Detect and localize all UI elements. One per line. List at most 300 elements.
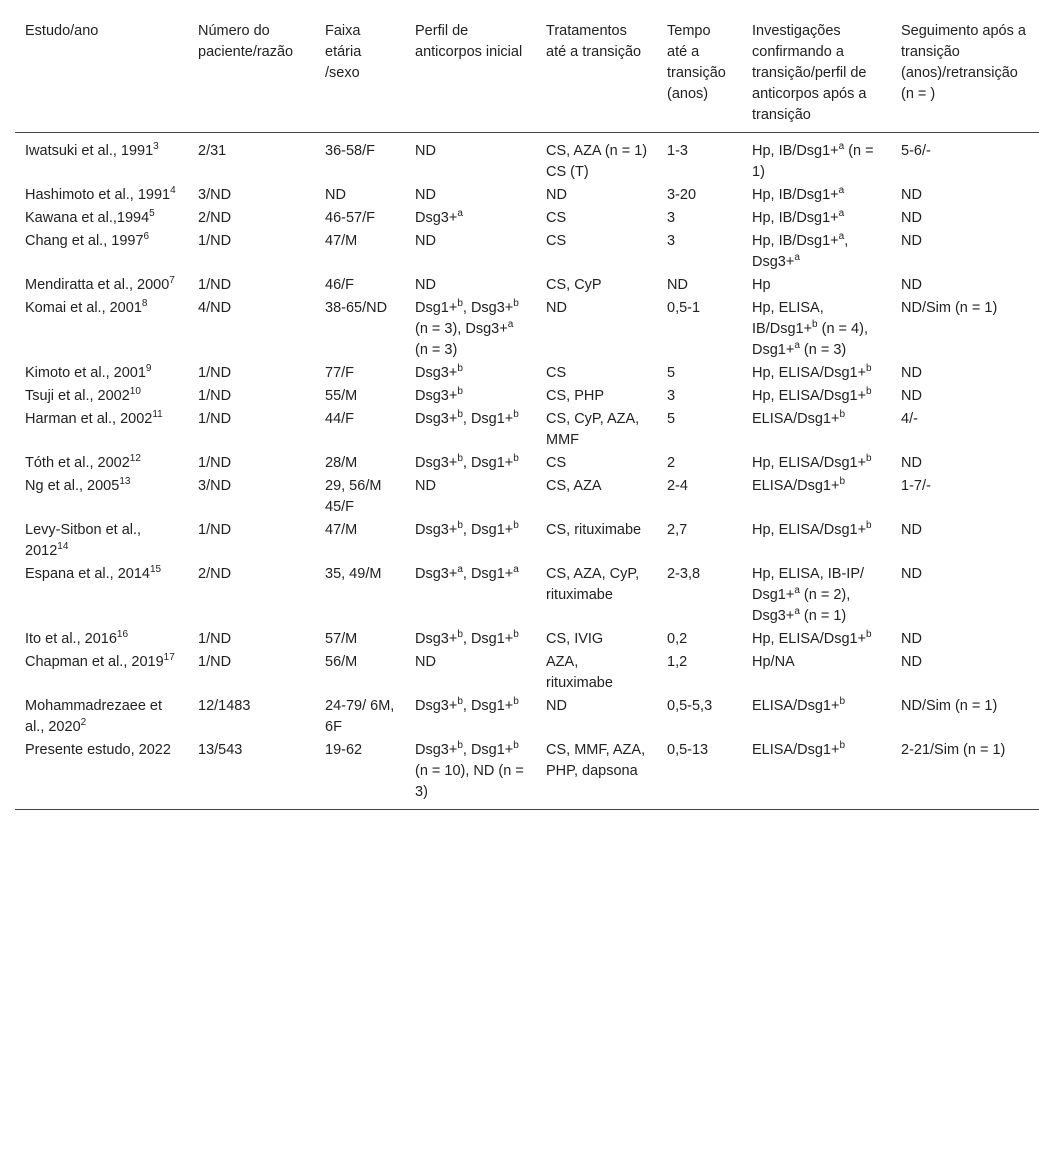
- cell-investigations: [742, 651, 891, 695]
- cell-line: Hp, IB/Dsg1+$^a$: [752, 208, 845, 226]
- cell-line: 5: [667, 411, 676, 427]
- cell-follow-up: [891, 385, 1039, 408]
- cell-line: Kimoto et al., 2001$^9$: [25, 363, 152, 381]
- table-row: [15, 362, 1039, 385]
- cell-follow-up: [891, 297, 1039, 362]
- footnote-marker: 13: [119, 476, 131, 488]
- cell-line: Mohammadrezaee et al., 2020$^2$: [25, 698, 163, 735]
- cell-line: 12/1483: [198, 698, 251, 714]
- cell-line: Dsg3+$^b$, Dsg1+$^b$: [415, 520, 519, 538]
- cell-investigations: [742, 133, 891, 185]
- footnote-marker: b: [866, 629, 872, 641]
- cell-treatments: [536, 695, 657, 739]
- cell-line: Hp, ELISA/Dsg1+$^b$: [752, 453, 872, 471]
- cell-follow-up: [891, 519, 1039, 563]
- footnote-marker: b: [513, 453, 519, 465]
- table-body: [15, 133, 1039, 810]
- cell-line: 2-21/Sim (n = 1): [901, 742, 1006, 758]
- cell-line: Hp, ELISA, IB-IP/ Dsg1+$^a$ (n = 2), Dsg3+$^a$ (n = 1): [752, 566, 865, 624]
- cell-line: Hp, ELISA/Dsg1+$^b$: [752, 520, 872, 538]
- cell-line: 2,7: [667, 522, 688, 538]
- cell-line: CS, AZA: [546, 478, 602, 494]
- cell-follow-up: [891, 563, 1039, 628]
- cell-antibody-profile: [405, 628, 536, 651]
- cell-line: 2/ND: [198, 566, 232, 582]
- cell-line: ND: [415, 654, 436, 670]
- cell-treatments: [536, 133, 657, 185]
- cell-patients: [188, 651, 315, 695]
- cell-age-sex: [315, 184, 405, 207]
- cell-line: Hp, ELISA/Dsg1+$^b$: [752, 629, 872, 647]
- cell-line: ND/Sim (n = 1): [901, 698, 998, 714]
- cell-line: 77/F: [325, 365, 355, 381]
- cell-line: 3: [667, 233, 676, 249]
- cell-line: Espana et al., 2014$^{15}$: [25, 564, 162, 582]
- cell-patients: [188, 362, 315, 385]
- cell-follow-up: [891, 274, 1039, 297]
- cell-line: ND: [415, 277, 436, 293]
- footnote-marker: 10: [129, 386, 141, 398]
- cell-line: Dsg3+$^b$, Dsg1+$^b$: [415, 629, 519, 647]
- cell-line: 35, 49/M: [325, 566, 382, 582]
- cell-age-sex: [315, 452, 405, 475]
- cell-age-sex: [315, 695, 405, 739]
- table-row: [15, 563, 1039, 628]
- cell-line: Dsg3+$^b$: [415, 363, 463, 381]
- cell-age-sex: [315, 628, 405, 651]
- table-row: [15, 651, 1039, 695]
- col-header-patients: Número do paciente/razão: [188, 12, 315, 133]
- cell-investigations: [742, 230, 891, 274]
- cell-line: 47/M: [325, 522, 358, 538]
- footnote-marker: b: [513, 298, 519, 310]
- cell-time-to-transition: [657, 133, 742, 185]
- cell-line: ND: [901, 365, 922, 381]
- cell-antibody-profile: [405, 408, 536, 452]
- cell-age-sex: [315, 739, 405, 810]
- footnote-marker: b: [457, 298, 463, 310]
- cell-line: 1/ND: [198, 631, 232, 647]
- cell-study: [15, 408, 188, 452]
- cell-antibody-profile: [405, 519, 536, 563]
- cell-line: ND: [546, 698, 567, 714]
- cell-line: 4/ND: [198, 300, 232, 316]
- cell-investigations: [742, 563, 891, 628]
- cell-line: CS: [546, 210, 567, 226]
- footnote-marker: 5: [149, 208, 155, 220]
- cell-patients: [188, 207, 315, 230]
- cell-follow-up: [891, 651, 1039, 695]
- cell-time-to-transition: [657, 695, 742, 739]
- cell-line: Dsg3+$^b$, Dsg1+$^b$ (n = 10), ND (n = 3): [415, 740, 524, 800]
- cell-line: 0,5-5,3: [667, 698, 713, 714]
- cell-line: Hashimoto et al., 1991$^4$: [25, 185, 176, 203]
- cell-line: 3-20: [667, 187, 697, 203]
- cell-line: 2/ND: [198, 210, 232, 226]
- cell-line: ND: [901, 522, 922, 538]
- cell-study: [15, 695, 188, 739]
- cell-line: Hp/NA: [752, 654, 795, 670]
- cell-patients: [188, 475, 315, 519]
- footnote-marker: b: [457, 520, 463, 532]
- cell-line: ND: [325, 187, 346, 203]
- cell-study: [15, 133, 188, 185]
- col-header-follow-up: Seguimento após a transição (anos)/retransição (n = ): [891, 12, 1039, 133]
- cell-follow-up: [891, 739, 1039, 810]
- cell-study: [15, 519, 188, 563]
- cell-line: 1/ND: [198, 233, 232, 249]
- cell-age-sex: [315, 651, 405, 695]
- cell-antibody-profile: [405, 452, 536, 475]
- cell-time-to-transition: [657, 297, 742, 362]
- cell-line: Hp, ELISA, IB/Dsg1+$^b$ (n = 4), Dsg1+$^a$ (n = 3): [752, 300, 868, 358]
- cell-line: 45/F: [325, 499, 355, 515]
- cell-line: 2-3,8: [667, 566, 701, 582]
- table-row: [15, 452, 1039, 475]
- cell-patients: [188, 184, 315, 207]
- cell-line: 2-4: [667, 478, 688, 494]
- footnote-marker: a: [838, 208, 845, 220]
- cell-study: [15, 297, 188, 362]
- footnote-marker: b: [513, 696, 519, 708]
- cell-line: 19-62: [325, 742, 363, 758]
- cell-antibody-profile: [405, 207, 536, 230]
- cell-line: 56/M: [325, 654, 358, 670]
- cell-patients: [188, 452, 315, 475]
- cell-patients: [188, 563, 315, 628]
- cell-line: Mendiratta et al., 2000$^7$: [25, 275, 175, 293]
- footnote-marker: a: [794, 585, 800, 597]
- cell-age-sex: [315, 207, 405, 230]
- cell-follow-up: [891, 362, 1039, 385]
- cell-age-sex: [315, 362, 405, 385]
- footnote-marker: 9: [145, 363, 152, 375]
- cell-age-sex: [315, 133, 405, 185]
- cell-study: [15, 475, 188, 519]
- cell-time-to-transition: [657, 628, 742, 651]
- cell-line: ND: [901, 388, 922, 404]
- cell-treatments: [536, 475, 657, 519]
- footnote-marker: b: [866, 453, 872, 465]
- cell-study: [15, 207, 188, 230]
- col-header-time-to-transition: Tempo até a transição (anos): [657, 12, 742, 133]
- cell-line: ND: [546, 187, 567, 203]
- cell-line: ND: [415, 143, 436, 159]
- cell-investigations: [742, 452, 891, 475]
- footnote-marker: a: [794, 252, 800, 264]
- cell-line: ND: [901, 210, 922, 226]
- cell-investigations: [742, 274, 891, 297]
- cell-line: CS: [546, 365, 567, 381]
- cell-line: 0,2: [667, 631, 688, 647]
- footnote-marker: b: [866, 386, 872, 398]
- cell-time-to-transition: [657, 230, 742, 274]
- footnote-marker: a: [457, 564, 463, 576]
- cell-line: 29, 56/M: [325, 478, 382, 494]
- cell-study: [15, 628, 188, 651]
- cell-line: Kawana et al.,1994$^5$: [25, 208, 155, 226]
- cell-line: CS, CyP: [546, 277, 602, 293]
- footnote-marker: 11: [152, 409, 163, 421]
- cell-line: ND: [667, 277, 688, 293]
- cell-treatments: [536, 297, 657, 362]
- cell-line: 57/M: [325, 631, 358, 647]
- cell-line: ND: [415, 187, 436, 203]
- cell-time-to-transition: [657, 385, 742, 408]
- footnote-marker: b: [457, 409, 463, 421]
- cell-time-to-transition: [657, 475, 742, 519]
- cell-line: 3/ND: [198, 478, 232, 494]
- cell-investigations: [742, 519, 891, 563]
- cell-patients: [188, 695, 315, 739]
- cell-treatments: [536, 274, 657, 297]
- cell-time-to-transition: [657, 452, 742, 475]
- cell-patients: [188, 739, 315, 810]
- cell-line: ND: [901, 233, 922, 249]
- footnote-marker: 2: [80, 717, 87, 729]
- cell-line: 1,2: [667, 654, 688, 670]
- cell-line: 1/ND: [198, 388, 232, 404]
- cell-line: 5: [667, 365, 676, 381]
- cell-age-sex: [315, 274, 405, 297]
- cell-time-to-transition: [657, 408, 742, 452]
- cell-age-sex: [315, 230, 405, 274]
- cell-line: 38-65/ND: [325, 300, 388, 316]
- cell-study: [15, 184, 188, 207]
- cell-line: Hp, ELISA/Dsg1+$^b$: [752, 386, 872, 404]
- cell-antibody-profile: [405, 385, 536, 408]
- footnote-marker: a: [507, 319, 514, 331]
- cell-line: 47/M: [325, 233, 358, 249]
- footnote-marker: a: [513, 564, 519, 576]
- footnote-marker: 7: [169, 275, 175, 287]
- footnote-marker: b: [513, 629, 519, 641]
- cell-patients: [188, 230, 315, 274]
- table-row: [15, 274, 1039, 297]
- cell-line: ND: [901, 277, 922, 293]
- cell-study: [15, 230, 188, 274]
- cell-line: CS, IVIG: [546, 631, 604, 647]
- cell-line: ELISA/Dsg1+$^b$: [752, 409, 846, 427]
- cell-antibody-profile: [405, 184, 536, 207]
- footnote-marker: b: [457, 629, 463, 641]
- cell-line: 2: [667, 455, 676, 471]
- cell-antibody-profile: [405, 475, 536, 519]
- cell-time-to-transition: [657, 184, 742, 207]
- col-header-antibody-profile: Perfil de anticorpos inicial: [405, 12, 536, 133]
- cell-line: ND: [901, 187, 922, 203]
- cell-age-sex: [315, 408, 405, 452]
- table-header: [15, 12, 1039, 133]
- cell-line: 1/ND: [198, 365, 232, 381]
- cell-line: CS, AZA, CyP, rituximabe: [546, 566, 640, 603]
- cell-line: Hp, IB/Dsg1+$^a$: [752, 185, 845, 203]
- cell-line: 24-79/ 6M, 6F: [325, 698, 395, 735]
- cell-antibody-profile: [405, 230, 536, 274]
- cell-line: Komai et al., 2001$^8$: [25, 298, 148, 316]
- cell-line: 55/M: [325, 388, 358, 404]
- cell-antibody-profile: [405, 274, 536, 297]
- cell-age-sex: [315, 297, 405, 362]
- cell-investigations: [742, 628, 891, 651]
- cell-line: 1-7/-: [901, 478, 931, 494]
- cell-follow-up: [891, 408, 1039, 452]
- footnote-marker: 6: [143, 231, 150, 243]
- cell-line: 13/543: [198, 742, 243, 758]
- cell-line: Dsg1+$^b$, Dsg3+$^b$ (n = 3), Dsg3+$^a$ (n = 3): [415, 298, 519, 358]
- cell-line: ND: [415, 478, 436, 494]
- cell-line: ND: [901, 654, 922, 670]
- cell-age-sex: [315, 385, 405, 408]
- cell-study: [15, 385, 188, 408]
- cell-follow-up: [891, 133, 1039, 185]
- cell-line: ELISA/Dsg1+$^b$: [752, 476, 846, 494]
- data-table: [15, 12, 1039, 810]
- cell-investigations: [742, 184, 891, 207]
- footnote-marker: b: [513, 740, 519, 752]
- footnote-marker: 15: [149, 564, 162, 576]
- cell-antibody-profile: [405, 739, 536, 810]
- cell-antibody-profile: [405, 563, 536, 628]
- footnote-marker: 12: [129, 453, 141, 465]
- footnote-marker: b: [839, 696, 846, 708]
- cell-antibody-profile: [405, 297, 536, 362]
- cell-follow-up: [891, 230, 1039, 274]
- cell-patients: [188, 274, 315, 297]
- cell-line: 3/ND: [198, 187, 232, 203]
- cell-treatments: [536, 628, 657, 651]
- col-header-investigations: Investigações confirmando a transição/perfil de anticorpos após a transição: [742, 12, 891, 133]
- cell-line: CS, AZA (n = 1): [546, 143, 648, 159]
- footnote-marker: 14: [57, 541, 69, 553]
- footnote-marker: b: [457, 363, 463, 375]
- cell-treatments: [536, 408, 657, 452]
- cell-line: Levy-Sitbon et al., 2012$^{14}$: [25, 522, 142, 559]
- cell-treatments: [536, 452, 657, 475]
- cell-time-to-transition: [657, 519, 742, 563]
- cell-treatments: [536, 739, 657, 810]
- cell-line: 1/ND: [198, 654, 232, 670]
- table-row: [15, 695, 1039, 739]
- footnote-marker: b: [457, 453, 463, 465]
- cell-patients: [188, 297, 315, 362]
- col-header-study: Estudo/ano: [15, 12, 188, 133]
- cell-line: Dsg3+$^a$, Dsg1+$^a$: [415, 564, 519, 582]
- cell-treatments: [536, 563, 657, 628]
- footnote-marker: 16: [116, 629, 129, 641]
- cell-follow-up: [891, 475, 1039, 519]
- cell-line: Dsg3+$^b$, Dsg1+$^b$: [415, 696, 519, 714]
- cell-line: ND: [901, 455, 922, 471]
- cell-investigations: [742, 739, 891, 810]
- cell-patients: [188, 408, 315, 452]
- footnote-marker: b: [866, 363, 872, 375]
- cell-line: Tsuji et al., 2002$^{10}$: [25, 386, 141, 404]
- footnote-marker: 17: [163, 652, 175, 664]
- footnote-marker: a: [794, 606, 800, 618]
- cell-line: Dsg3+$^b$, Dsg1+$^b$: [415, 409, 519, 427]
- table-row: [15, 297, 1039, 362]
- footnote-marker: a: [457, 208, 463, 220]
- table-row: [15, 408, 1039, 452]
- cell-line: 1/ND: [198, 277, 232, 293]
- cell-treatments: [536, 230, 657, 274]
- cell-follow-up: [891, 628, 1039, 651]
- header-row: [15, 12, 1039, 133]
- cell-line: Harman et al., 2002$^{11}$: [25, 409, 163, 427]
- cell-line: Chang et al., 1997$^6$: [25, 231, 150, 249]
- cell-line: 2/31: [198, 143, 227, 159]
- cell-investigations: [742, 362, 891, 385]
- cell-line: CS, PHP: [546, 388, 605, 404]
- footnote-marker: 3: [153, 141, 159, 153]
- cell-line: 3: [667, 210, 676, 226]
- footnote-marker: a: [838, 141, 845, 153]
- cell-age-sex: [315, 563, 405, 628]
- cell-line: 46-57/F: [325, 210, 375, 226]
- cell-antibody-profile: [405, 362, 536, 385]
- cell-line: 1/ND: [198, 455, 232, 471]
- table-row: [15, 184, 1039, 207]
- cell-investigations: [742, 385, 891, 408]
- cell-treatments: [536, 519, 657, 563]
- cell-line: Hp, IB/Dsg1+$^a$ (n = 1): [752, 141, 874, 180]
- cell-follow-up: [891, 695, 1039, 739]
- cell-antibody-profile: [405, 695, 536, 739]
- cell-line: Tóth et al., 2002$^{12}$: [25, 453, 141, 471]
- cell-treatments: [536, 651, 657, 695]
- cell-line: Dsg3+$^a$: [415, 208, 463, 226]
- table-row: [15, 739, 1039, 810]
- cell-line: Iwatsuki et al., 1991$^3$: [25, 141, 159, 159]
- cell-time-to-transition: [657, 207, 742, 230]
- cell-line: 0,5-1: [667, 300, 701, 316]
- cell-antibody-profile: [405, 651, 536, 695]
- cell-age-sex: [315, 519, 405, 563]
- table-row: [15, 230, 1039, 274]
- table-row: [15, 519, 1039, 563]
- footnote-marker: a: [838, 231, 845, 243]
- table-row: [15, 475, 1039, 519]
- cell-line: Dsg3+$^b$, Dsg1+$^b$: [415, 453, 519, 471]
- cell-line: 3: [667, 388, 676, 404]
- cell-line: Hp, ELISA/Dsg1+$^b$: [752, 363, 872, 381]
- cell-antibody-profile: [405, 133, 536, 185]
- table-row: [15, 207, 1039, 230]
- cell-line: 44/F: [325, 411, 355, 427]
- cell-line: ND: [546, 300, 567, 316]
- cell-study: [15, 274, 188, 297]
- footnote-marker: b: [457, 386, 463, 398]
- footnote-marker: 4: [170, 185, 176, 197]
- footnote-marker: b: [457, 740, 463, 752]
- cell-time-to-transition: [657, 274, 742, 297]
- footnote-marker: b: [457, 696, 463, 708]
- cell-time-to-transition: [657, 362, 742, 385]
- cell-age-sex: [315, 475, 405, 519]
- cell-investigations: [742, 695, 891, 739]
- cell-study: [15, 739, 188, 810]
- cell-line: CS, CyP, AZA, MMF: [546, 411, 640, 448]
- footnote-marker: b: [513, 409, 519, 421]
- footnote-marker: b: [866, 520, 872, 532]
- cell-line: 46/F: [325, 277, 355, 293]
- table-row: [15, 628, 1039, 651]
- cell-study: [15, 563, 188, 628]
- cell-study: [15, 452, 188, 475]
- cell-line: ELISA/Dsg1+$^b$: [752, 740, 846, 758]
- cell-line: 1/ND: [198, 411, 232, 427]
